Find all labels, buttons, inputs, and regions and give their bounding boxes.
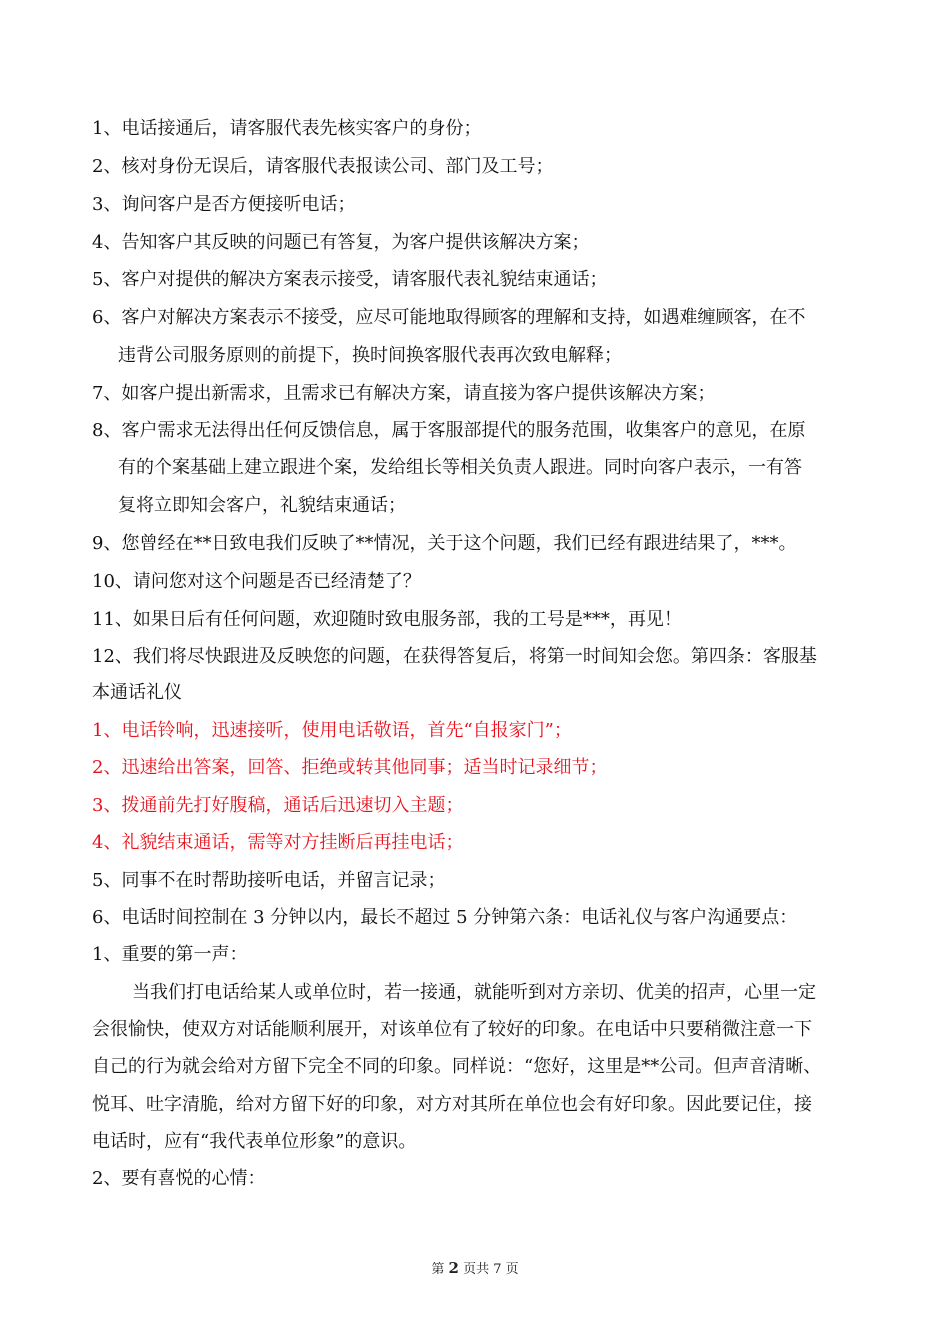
paragraph-line: 有的个案基础上建立跟进个案，发给组长等相关负责人跟进。同时向客户表示，一有答: [118, 457, 802, 478]
highlighted-line: 4、礼貌结束通话，需等对方挂断后再挂电话；: [92, 832, 464, 853]
paragraph-line: 当我们打电话给某人或单位时，若一接通，就能听到对方亲切、优美的招声，心里一定: [132, 982, 816, 1003]
page-footer: [0, 1258, 950, 1277]
paragraph-line: 1、重要的第一声：: [92, 944, 248, 965]
page-number: 2: [448, 1259, 459, 1277]
highlighted-line: 1、电话铃响，迅速接听，使用电话敬语，首先“自报家门”；: [92, 720, 572, 741]
highlighted-line: 3、拨通前先打好腹稿，通话后迅速切入主题；: [92, 795, 464, 816]
paragraph-line: 会很愉快，使双方对话能顺利展开，对该单位有了较好的印象。在电话中只要稍微注意一下: [92, 1019, 812, 1040]
footer-suffix: 页: [505, 1262, 519, 1277]
paragraph-line: 7、如客户提出新需求，且需求已有解决方案，请直接为客户提供该解决方案；: [92, 383, 716, 404]
paragraph-line: 6、客户对解决方案表示不接受，应尽可能地取得顾客的理解和支持，如遇难缠顾客，在不: [92, 307, 806, 328]
footer-prefix: 第: [431, 1262, 445, 1277]
paragraph-line: 悦耳、吐字清脆，给对方留下好的印象，对方对其所在单位也会有好印象。因此要记住，接: [92, 1094, 812, 1115]
paragraph-line: 12、我们将尽快跟进及反映您的问题，在获得答复后，将第一时间知会您。第四条：客服基: [92, 646, 817, 667]
paragraph-line: 2、要有喜悦的心情：: [92, 1168, 266, 1189]
total-pages: 7: [493, 1262, 502, 1277]
paragraph-line: 6、电话时间控制在 3 分钟以内，最长不超过 5 分钟第六条：电话礼仪与客户沟通要点：: [92, 907, 798, 928]
highlighted-line: 2、迅速给出答案，回答、拒绝或转其他同事；适当时记录细节；: [92, 757, 608, 778]
paragraph-line: 4、告知客户其反映的问题已有答复，为客户提供该解决方案；: [92, 232, 590, 253]
footer-middle: 页共: [463, 1262, 490, 1277]
paragraph-line: 10、请问您对这个问题是否已经清楚了？: [92, 571, 421, 592]
paragraph-line: 复将立即知会客户，礼貌结束通话；: [118, 495, 406, 516]
paragraph-line: 8、客户需求无法得出任何反馈信息，属于客服部提代的服务范围，收集客户的意见，在原: [92, 420, 806, 441]
paragraph-line: 1、电话接通后，请客服代表先核实客户的身份；: [92, 118, 482, 139]
paragraph-line: 9、您曾经在**日致电我们反映了**情况，关于这个问题，我们已经有跟进结果了，***。: [92, 533, 797, 554]
paragraph-line: 5、同事不在时帮助接听电话，并留言记录；: [92, 870, 446, 891]
paragraph-line: 违背公司服务原则的前提下，换时间换客服代表再次致电解释；: [118, 345, 622, 366]
paragraph-line: 11、如果日后有任何问题，欢迎随时致电服务部，我的工号是***，再见！: [92, 609, 682, 630]
paragraph-line: 电话时，应有“我代表单位形象”的意识。: [92, 1131, 417, 1152]
paragraph-line: 自己的行为就会给对方留下完全不同的印象。同样说：“您好，这里是**公司。但声音清晰、: [92, 1056, 822, 1077]
paragraph-line: 本通话礼仪: [92, 682, 182, 703]
paragraph-line: 2、核对身份无误后，请客服代表报读公司、部门及工号；: [92, 156, 554, 177]
paragraph-line: 5、客户对提供的解决方案表示接受，请客服代表礼貌结束通话；: [92, 269, 608, 290]
paragraph-line: 3、询问客户是否方便接听电话；: [92, 194, 356, 215]
